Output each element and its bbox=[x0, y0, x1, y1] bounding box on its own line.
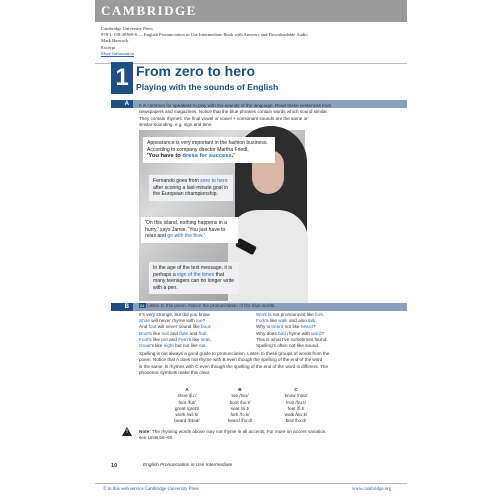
meta-line: Excerpt bbox=[101, 44, 116, 50]
section-a-intro bbox=[139, 103, 407, 129]
warning-icon-mark: ! bbox=[126, 429, 128, 435]
section-b-explanation bbox=[139, 351, 407, 377]
section-b-label: B bbox=[111, 303, 133, 311]
bubble-football: Fernando goes from zero to hero after scoring a last-minute goal in the European championship. bbox=[149, 175, 233, 201]
explanation-line: phonemic symbols make this clear. bbox=[139, 370, 211, 376]
column-word: seat /siːt/ bbox=[230, 405, 250, 411]
publisher-name: CAMBRIDGE bbox=[101, 3, 197, 18]
copyright-link[interactable]: © in this web service Cambridge University Press bbox=[103, 487, 199, 492]
bubble-text: According to company director Martha Friedl, bbox=[147, 146, 249, 153]
poem-line: This is what I've sometimes found: bbox=[256, 336, 328, 342]
column-word: beard /bɪəd/ bbox=[174, 418, 200, 424]
poem-line: And foot will never sound like boot; bbox=[139, 324, 212, 330]
running-footer-title: English Pronunciation in Use Intermediate bbox=[143, 463, 233, 468]
bubble-island: 'On this island, nothing happens in a hurry,' says Jamie. 'You just have to relax and go with the flow.' bbox=[141, 217, 238, 243]
website-link[interactable]: www.cambridge.org bbox=[352, 487, 392, 492]
column-word: shoe /ʃuː/ bbox=[177, 393, 197, 399]
meta-line: Mark Hancock bbox=[101, 38, 129, 44]
bubble-quote: 'You have to dress for success.' bbox=[147, 153, 235, 160]
column-word: fruit /fruːt/ bbox=[286, 399, 306, 405]
book-metadata bbox=[101, 26, 461, 57]
column-word: bird /bɜːd/ bbox=[285, 418, 307, 424]
column-a bbox=[163, 387, 211, 425]
intro-line: It is common for speakers to play with the sounds of the language. Read these sentences from bbox=[139, 103, 332, 108]
column-c bbox=[272, 387, 320, 425]
instruction-text: Listen to this poem. Notice the pronunciation of the blue words. bbox=[147, 303, 276, 308]
section-a-label: A bbox=[111, 100, 133, 108]
poem-line: It's very strange, but did you know bbox=[139, 312, 210, 317]
column-word: feet /fiːt/ bbox=[287, 405, 305, 411]
column-header: B bbox=[238, 387, 242, 392]
intro-line: similar-sounding, e.g. sign and time. bbox=[139, 122, 213, 128]
unit-title: From zero to hero bbox=[136, 63, 256, 79]
meta-line: Cambridge University Press bbox=[101, 26, 153, 31]
unit-number: 1 bbox=[111, 62, 133, 94]
unit-subtitle: Playing with the sounds of English bbox=[136, 82, 279, 92]
audio-track-icon[interactable]: A1 bbox=[140, 303, 145, 308]
poem-line: Shoe will never rhyme with toe? bbox=[139, 318, 206, 324]
column-word: toe /təʊ/ bbox=[231, 393, 249, 399]
photo-body-shape bbox=[228, 210, 308, 305]
poem-line: Boot's like suit and flute and fruit. bbox=[139, 330, 208, 336]
column-word: heard /hɜːd/ bbox=[227, 418, 253, 424]
poem-line: Spelling's often not like sound. bbox=[256, 343, 320, 349]
note-label: Note: bbox=[139, 429, 151, 434]
footer-divider bbox=[95, 483, 407, 484]
intro-line: newspapers and magazines. Notice that the blue phrases contain words which sound similar. bbox=[139, 109, 328, 115]
column-word: boot /buːt/ bbox=[229, 399, 251, 405]
column-word: work /wɜːk/ bbox=[175, 412, 199, 418]
poem-right bbox=[256, 312, 328, 349]
column-word: great /greɪt/ bbox=[174, 405, 200, 411]
poem-line: Fork's like walk and also talk. bbox=[256, 318, 317, 324]
bubble-text: Appearance is very important in the fashion business. bbox=[147, 140, 268, 146]
poem-line: Great's like eight but not like eat. bbox=[139, 343, 207, 349]
page-number: 10 bbox=[111, 463, 118, 469]
column-header: C bbox=[294, 387, 298, 392]
column-word: walk /wɔːk/ bbox=[284, 412, 308, 418]
poem-line: Foot's like put and Fern's like seat, bbox=[139, 336, 211, 342]
publisher-banner bbox=[95, 0, 407, 22]
explanation-line: Spelling is not always a good guide to pronunciation. Listen to these groups of words from the bbox=[139, 351, 330, 356]
bubble-fashion bbox=[143, 137, 275, 163]
explanation-line: poem. Notice that A does not rhyme with B even though the spelling of the end of the word bbox=[139, 357, 323, 363]
poem-line: Why does bird rhyme with word? bbox=[256, 330, 325, 336]
intro-line: They contain rhymes: the final vowel or vowel + consonant sounds are the same or bbox=[139, 115, 308, 121]
more-information-link[interactable]: More Information bbox=[101, 50, 135, 56]
explanation-line: is the same. B rhymes with C even though the spelling of the end of the word is different. The bbox=[139, 363, 329, 369]
column-word: know /nəʊ/ bbox=[284, 393, 308, 399]
column-header: A bbox=[185, 387, 189, 392]
bubble-text-message: In the age of the text message, it is perhaps a sign of the times that many teenagers can no longer write with a pen. bbox=[149, 262, 239, 294]
poem-line: Work is not pronounced like fork. bbox=[256, 312, 325, 317]
poem-left bbox=[139, 312, 211, 349]
column-b bbox=[216, 387, 264, 425]
note-text: see Units 56–60. bbox=[139, 435, 174, 441]
section-b-instruction bbox=[139, 303, 407, 309]
column-word: foot /fʊt/ bbox=[178, 399, 196, 405]
meta-line: 978-1-108-40369-6 — English Pronunciation in Use Intermediate Book with Answers and Downloadable Audio bbox=[101, 32, 308, 38]
note bbox=[139, 429, 407, 442]
note-text: The rhyming words above may not rhyme in all accents. For more on accent variation, bbox=[151, 429, 327, 434]
poem-line: Why is beard not like heard? bbox=[256, 324, 316, 330]
column-word: fork /fɔːk/ bbox=[230, 412, 250, 418]
